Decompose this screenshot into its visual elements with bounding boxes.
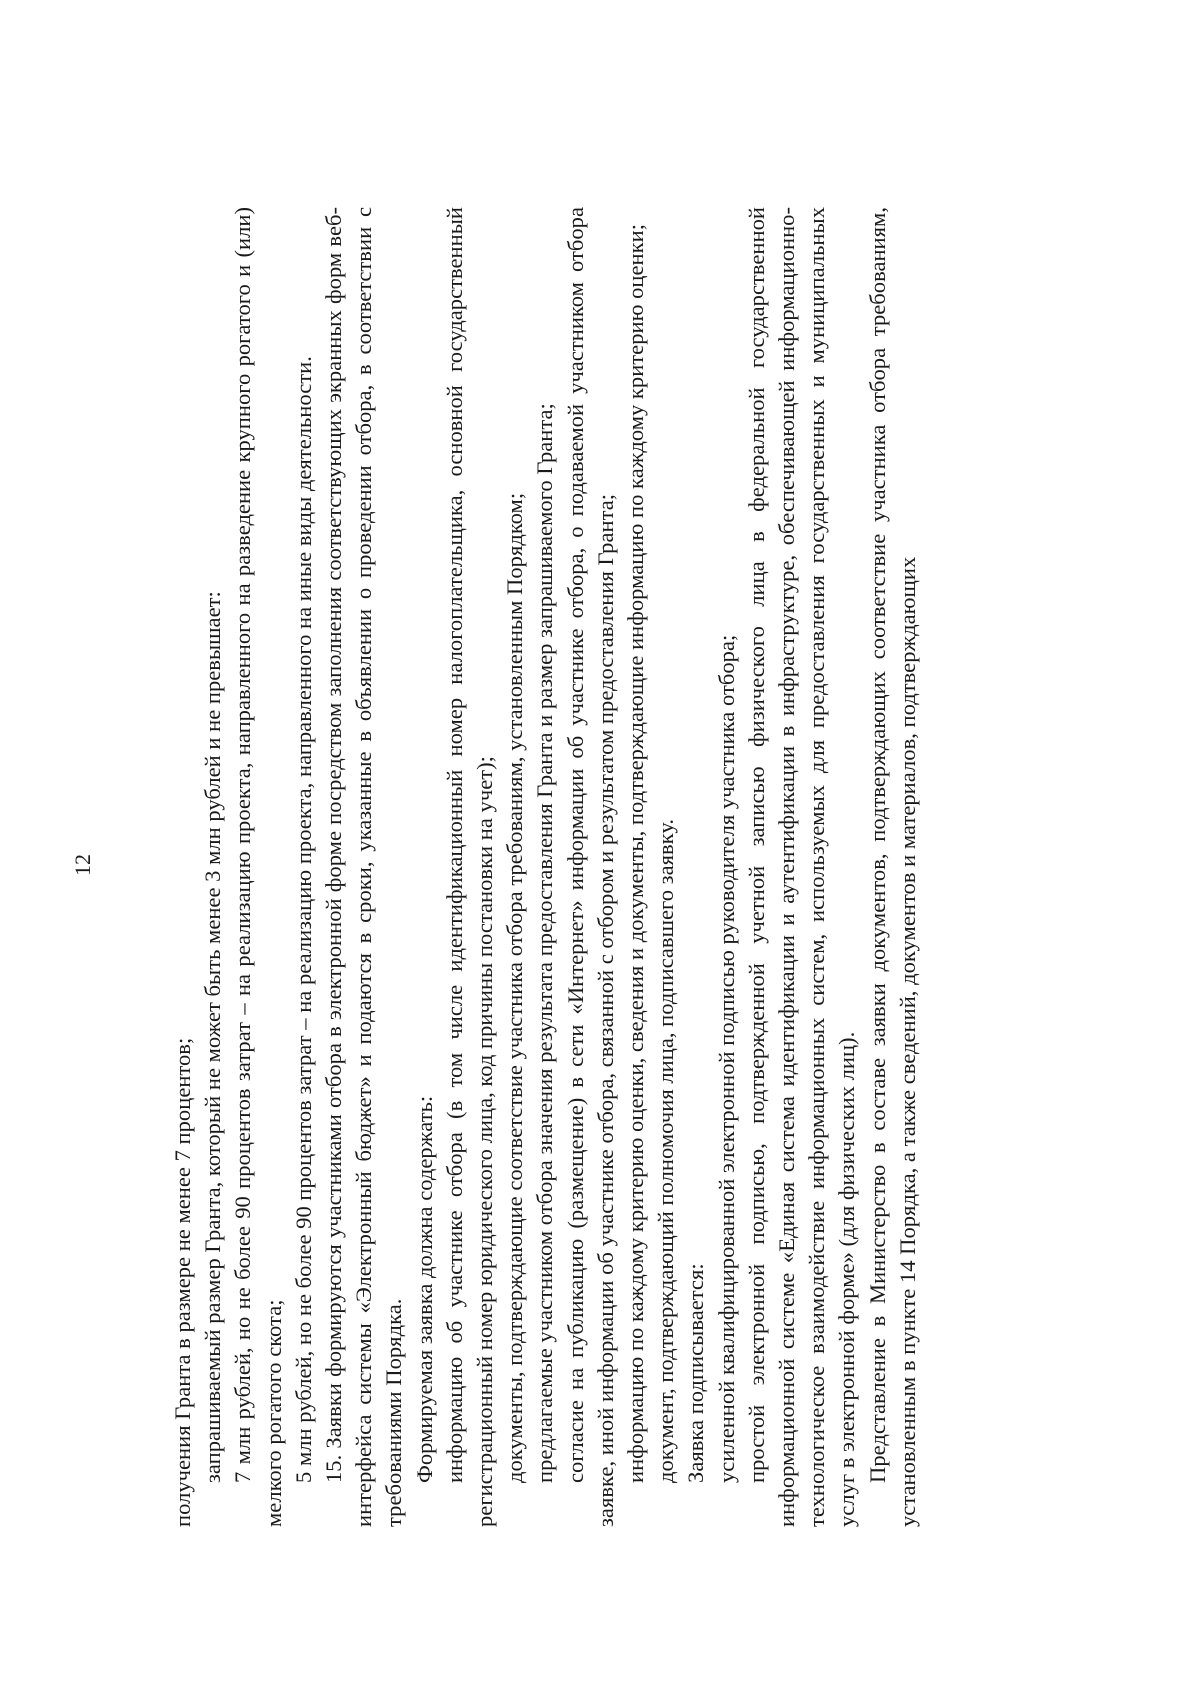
document-body: [168, 207, 923, 1527]
paragraph: 7 млн рублей, но не более 90 процентов затрат – на реализацию проекта, направленного на разведение крупного рогатого и (или) мелкого рогатого скота;: [230, 207, 286, 1527]
paragraph: информацию по каждому критерию оценки, сведения и документы, подтверждающие информацию по каждому критерию оценки;: [623, 224, 649, 1483]
paragraph: запрашиваемый размер Гранта, который не может быть менее 3 млн рублей и не превышает:: [200, 591, 226, 1483]
paragraph: Формируемая заявка должна содержать:: [411, 1095, 437, 1483]
paragraph: усиленной квалифицированной электронной подписью руководителя участника отбора;: [713, 634, 739, 1483]
paragraph: простой электронной подписью, подтвержденной учетной записью физического лица в федеральной государственной информационной системе «Единая система идентификации и аутентификации в инфраструктуре, обеспечивающей информационно-технологическое взаимодействие информационных систем, используемых для предоставления государственных и муниципальных услуг в электронной форме» (для физических лиц).: [743, 207, 860, 1527]
paragraph: Заявка подписывается:: [683, 1263, 709, 1483]
paragraph: информацию об участнике отбора (в том числе идентификационный номер налогоплательщика, основной государственный регистрационный номер юридического лица, код причины постановки на учет);: [441, 207, 498, 1527]
page-number: 12: [70, 854, 95, 876]
paragraph: Представление в Министерство в составе заявки документов, подтверждающих соответствие участника отбора требованиям, установленным в пункте 14 Порядка, а также сведений, документов и материалов, подтверждающих: [864, 207, 920, 1527]
paragraph: предлагаемые участником отбора значения результата предоставления Гранта и размер запрашиваемого Гранта;: [532, 403, 558, 1483]
paragraph: получения Гранта в размере не менее 7 процентов;: [170, 1037, 195, 1527]
paragraph: документ, подтверждающий полномочия лица, подписавшего заявку.: [653, 819, 679, 1483]
paragraph: 5 млн рублей, но не более 90 процентов затрат – на реализацию проекта, направленного на иные виды деятельности.: [290, 356, 316, 1483]
paragraph: документы, подтверждающие соответствие участника отбора требованиям, установленным Порядком;: [502, 492, 528, 1483]
paragraph: согласие на публикацию (размещение) в сети «Интернет» информации об участнике отбора, о подаваемой участником отбора заявке, иной информации об участнике отбора, связанной с отбором и результатом предоставления Гранта;: [562, 207, 618, 1527]
paragraph: 15. Заявки формируются участниками отбора в электронной форме посредством заполнения соответствующих экранных форм веб-интерфейса системы «Электронный бюджет» и подаются в сроки, указанные в объявлении о проведении отбора, в соответствии с требованиями Порядка.: [321, 207, 407, 1527]
